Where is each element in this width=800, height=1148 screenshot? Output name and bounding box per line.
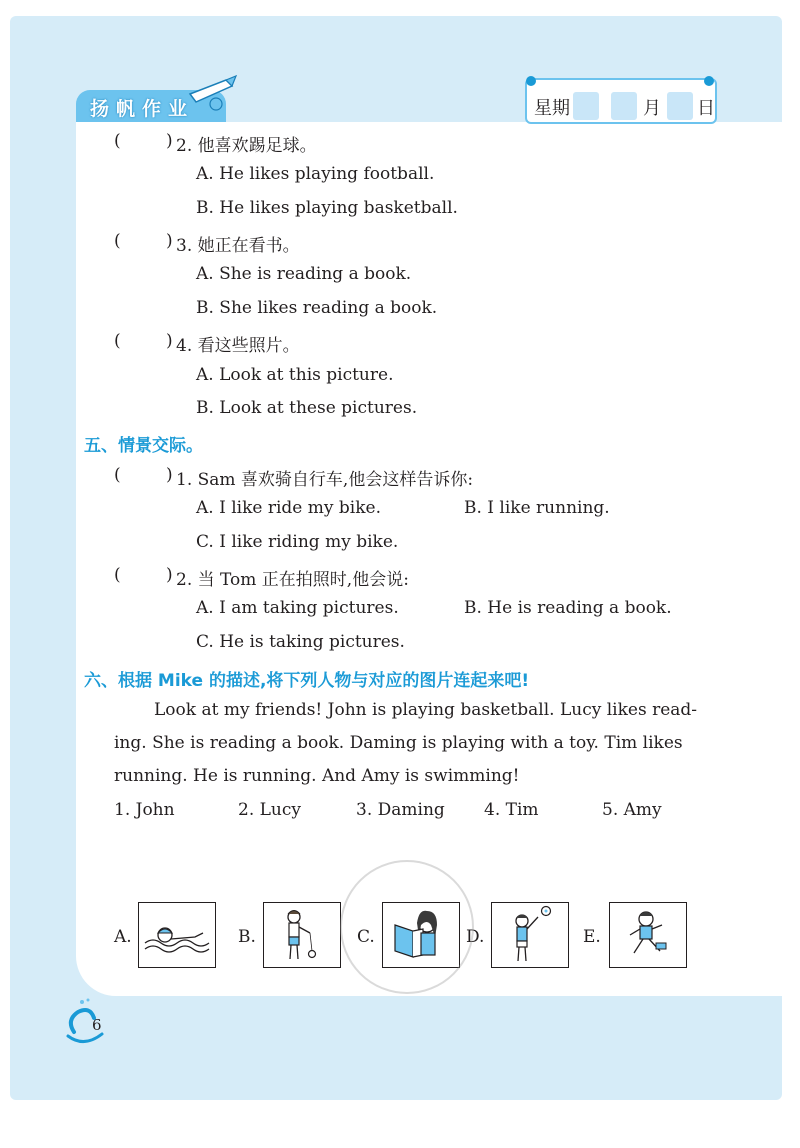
picture-label-d: D. bbox=[466, 927, 485, 947]
name-daming: 3. Daming bbox=[356, 800, 445, 820]
child-playing-ball-icon bbox=[492, 903, 568, 967]
option-c: C. He is taking pictures. bbox=[196, 632, 405, 652]
weekday-label: 星期 bbox=[534, 98, 570, 119]
option-b: B. She likes reading a book. bbox=[196, 298, 438, 318]
answer-paren-close: ) bbox=[166, 565, 173, 585]
month-field[interactable] bbox=[611, 92, 637, 120]
question-stem: 4. 看这些照片。 bbox=[176, 336, 300, 356]
day-field[interactable] bbox=[667, 92, 693, 120]
section-title: 六、根据 Mike 的描述,将下列人物与对应的图片连起来吧! bbox=[84, 671, 530, 691]
answer-paren-close: ) bbox=[166, 465, 173, 485]
picture-label-a: A. bbox=[114, 927, 132, 947]
name-amy: 5. Amy bbox=[602, 800, 662, 820]
day-label: 日 bbox=[697, 98, 715, 119]
weekday-field[interactable] bbox=[573, 92, 599, 120]
option-b: B. I like running. bbox=[464, 498, 610, 518]
question-stem: 3. 她正在看书。 bbox=[176, 236, 300, 256]
answer-paren-open: ( bbox=[114, 231, 121, 251]
answer-paren-close: ) bbox=[166, 131, 173, 151]
option-a: A. I like ride my bike. bbox=[196, 498, 381, 518]
picture-label-b: B. bbox=[238, 927, 256, 947]
child-running-icon bbox=[610, 903, 686, 967]
girl-reading-book-icon bbox=[383, 903, 459, 967]
answer-paren-open: ( bbox=[114, 331, 121, 351]
swimming-child-icon bbox=[139, 903, 215, 967]
passage-line: Look at my friends! John is playing basketball. Lucy likes read- bbox=[154, 700, 698, 720]
picture-basketball[interactable] bbox=[491, 902, 569, 968]
option-c: C. I like riding my bike. bbox=[196, 532, 399, 552]
option-a: A. Look at this picture. bbox=[196, 365, 394, 385]
name-john: 1. John bbox=[114, 800, 175, 820]
picture-label-e: E. bbox=[583, 927, 601, 947]
picture-label-c: C. bbox=[357, 927, 375, 947]
option-b: B. He likes playing basketball. bbox=[196, 198, 458, 218]
month-label: 月 bbox=[643, 98, 661, 119]
option-a: A. I am taking pictures. bbox=[196, 598, 399, 618]
option-a: A. She is reading a book. bbox=[196, 264, 412, 284]
option-b: B. He is reading a book. bbox=[464, 598, 672, 618]
section-title: 五、情景交际。 bbox=[84, 436, 203, 456]
picture-swimming[interactable] bbox=[138, 902, 216, 968]
picture-running[interactable] bbox=[609, 902, 687, 968]
question-stem: 1. Sam 喜欢骑自行车,他会这样告诉你: bbox=[176, 470, 474, 490]
answer-paren-close: ) bbox=[166, 331, 173, 351]
page-number: 6 bbox=[92, 1016, 102, 1034]
option-b: B. Look at these pictures. bbox=[196, 398, 418, 418]
answer-paren-open: ( bbox=[114, 131, 121, 151]
pencil-mascot-icon bbox=[186, 74, 238, 114]
name-tim: 4. Tim bbox=[484, 800, 539, 820]
name-lucy: 2. Lucy bbox=[238, 800, 301, 820]
option-a: A. He likes playing football. bbox=[196, 164, 435, 184]
picture-yoyo[interactable] bbox=[263, 902, 341, 968]
pin-icon bbox=[704, 76, 714, 86]
answer-paren-open: ( bbox=[114, 465, 121, 485]
passage-line: running. He is running. And Amy is swimming! bbox=[114, 766, 520, 786]
answer-paren-close: ) bbox=[166, 231, 173, 251]
answer-paren-open: ( bbox=[114, 565, 121, 585]
question-stem: 2. 他喜欢踢足球。 bbox=[176, 136, 317, 156]
picture-reading[interactable] bbox=[382, 902, 460, 968]
child-with-yoyo-icon bbox=[264, 903, 340, 967]
question-stem: 2. 当 Tom 正在拍照时,他会说: bbox=[176, 570, 409, 590]
passage-line: ing. She is reading a book. Daming is playing with a toy. Tim likes bbox=[114, 733, 683, 753]
header-banner-title: 扬帆作业 bbox=[90, 98, 195, 120]
pin-icon bbox=[526, 76, 536, 86]
wave-ornament-icon bbox=[60, 996, 120, 1046]
